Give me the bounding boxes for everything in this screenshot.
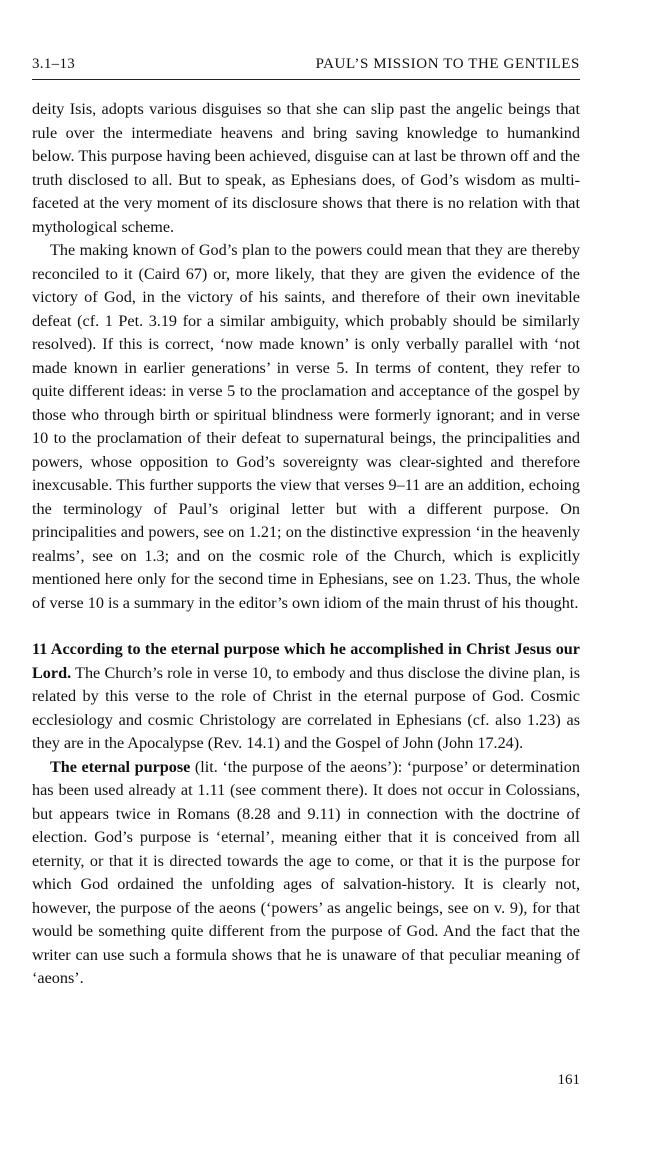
- paragraph-verse-11: [32, 638, 580, 756]
- page-number: 161: [557, 1072, 580, 1088]
- phrase-lemma: The eternal purpose: [50, 757, 191, 776]
- page: [32, 56, 580, 991]
- running-title: PAUL’S MISSION TO THE GENTILES: [315, 56, 580, 72]
- paragraph-2: [32, 239, 580, 615]
- paragraph-text: The making known of God’s plan to the powers could mean that they are thereby reconciled to it (Caird 67) or, more likely, that they are given the evidence of the victory of God, in the victory of his saints, and therefore of their own inevitable defeat (cf. 1 Pet. 3.19 for a similar ambiguity, which probably should be similarly resolved). If this is correct, ‘now made known’ is only verbally parallel with ‘not made known in earlier generations’ in verse 5. In terms of content, they refer to quite different ideas: in verse 5 to the proclamation and acceptance of the gospel by those who through birth or spiritual blindness were formerly ignorant; and in verse 10 to the proclamation of their defeat to supernatural beings, the principalities and powers, whose opposition to God’s sovereignty was clear-sighted and therefore inexcusable. This further supports the view that verses 9–11 are an addition, echoing the terminology of Paul’s original letter but with a different purpose. On principalities and powers, see on 1.21; on the distinctive expression ‘in the heavenly realms’, see on 1.3; and on the cosmic role of the Church, which is explicitly mentioned here only for the second time in Ephesians, see on 1.23. Thus, the whole of verse 10 is a summary in the editor’s own idiom of the main thrust of his thought.: [32, 241, 580, 612]
- paragraph-text: The Church’s role in verse 10, to embody and thus disclose the divine plan, is related by this verse to the role of Christ in the eternal purpose of God. Cosmic ecclesiology and cosmic Christology are correlated in Ephesians (cf. also 1.23) as they are in the Apocalypse (Rev. 14.1) and the Gospel of John (John 17.24).: [32, 663, 580, 752]
- body-text: [32, 98, 580, 991]
- paragraph-eternal-purpose: [32, 756, 580, 991]
- paragraph-text: deity Isis, adopts various disguises so that she can slip past the angelic beings that rule over the intermediate heavens and bring saving knowledge to humankind below. This purpose having been achieved, disguise can at last be thrown off and the truth disclosed to all. But to speak, as Ephesians does, of God’s wisdom as multi-faceted at the very moment of its disclosure shows that there is no relation with that mythological scheme.: [32, 100, 580, 236]
- paragraph-1: [32, 98, 580, 239]
- chapter-reference: 3.1–13: [32, 56, 76, 72]
- verse-lemma: 11 According to the eternal purpose which he accomplished in Christ Jesus our Lord.: [32, 640, 580, 682]
- paragraph-text: (lit. ‘the purpose of the aeons’): ‘purpose’ or determination has been used already at 1.11 (see comment there). It does not occur in Colossians, but appears twice in Romans (8.28 and 9.11) in connection with the doctrine of election. God’s purpose is ‘eternal’, meaning either that it is conceived from all eternity, or that it is directed towards the age to come, or that it is the purpose for which God ordained the unfolding ages of salvation-history. It is clearly not, however, the purpose of the aeons (‘powers’ as angelic beings, see on v. 9), for that would be something quite different from the purpose of God. And the fact that the writer can use such a formula shows that he is unaware of that peculiar meaning of ‘aeons’.: [32, 757, 580, 987]
- running-head: [32, 56, 580, 80]
